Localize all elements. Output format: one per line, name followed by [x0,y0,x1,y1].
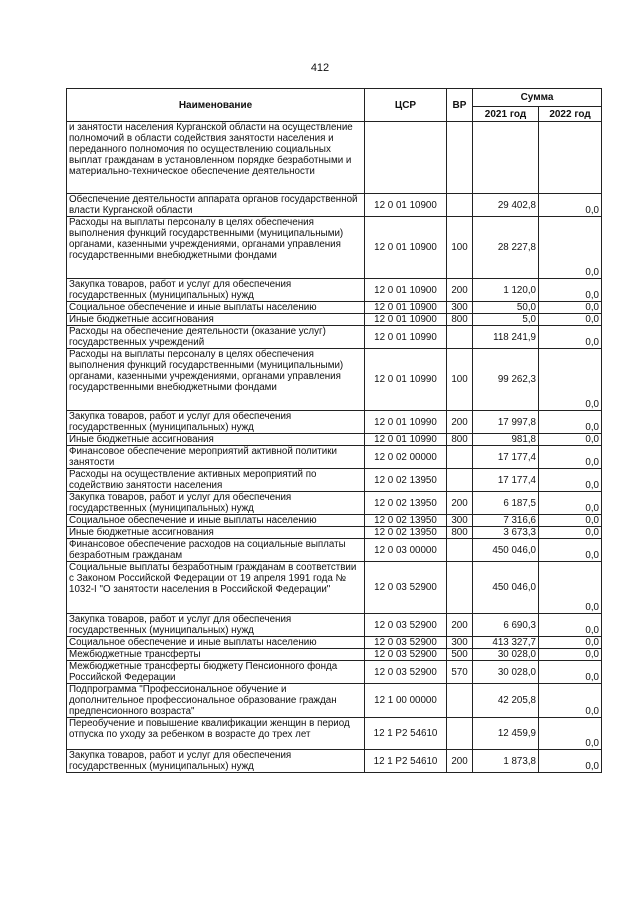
row-csr: 12 0 03 52900 [365,562,447,614]
row-csr: 12 1 P2 54610 [365,718,447,750]
row-amount-2021: 99 262,3 [473,349,539,411]
table-row [67,434,602,446]
row-amount-2022: 0,0 [539,539,602,562]
row-vr [447,469,473,492]
row-amount-2021: 12 459,9 [473,718,539,750]
table-row [67,562,602,614]
row-vr: 200 [447,750,473,773]
row-csr: 12 0 02 13950 [365,515,447,527]
row-vr: 800 [447,314,473,326]
row-vr: 300 [447,302,473,314]
table-row [67,649,602,661]
row-amount-2022: 0,0 [539,279,602,302]
table-row [67,217,602,279]
row-vr: 570 [447,661,473,684]
row-vr [447,562,473,614]
row-name: Финансовое обеспечение мероприятий активной политики занятости [67,446,365,469]
row-name: Закупка товаров, работ и услуг для обеспечения государственных (муниципальных) нужд [67,750,365,773]
table-row [67,718,602,750]
table-body [67,122,602,773]
row-csr: 12 0 01 10990 [365,434,447,446]
row-amount-2021: 413 327,7 [473,637,539,649]
row-amount-2021: 5,0 [473,314,539,326]
row-vr: 200 [447,614,473,637]
row-amount-2022: 0,0 [539,349,602,411]
row-csr: 12 0 01 10990 [365,326,447,349]
row-amount-2022: 0,0 [539,649,602,661]
row-amount-2021: 29 402,8 [473,194,539,217]
row-name: Подпрограмма "Профессиональное обучение и дополнительное профессиональное образование граждан предпенсионного возраста" [67,684,365,718]
row-name: Закупка товаров, работ и услуг для обеспечения государственных (муниципальных) нужд [67,614,365,637]
row-csr [365,122,447,194]
row-name: и занятости населения Курганской области на осуществление полномочий в области содействия занятости населения и переданного полномочия по осуществлению социальных выплат гражданам в установленном порядке безработными и материально-техническое обеспечение деятельности [67,122,365,194]
row-vr [447,446,473,469]
row-name: Социальное обеспечение и иные выплаты населению [67,637,365,649]
row-amount-2021: 118 241,9 [473,326,539,349]
row-csr: 12 1 00 00000 [365,684,447,718]
row-amount-2022: 0,0 [539,515,602,527]
row-name: Социальное обеспечение и иные выплаты населению [67,515,365,527]
row-csr: 12 0 01 10900 [365,314,447,326]
row-amount-2021: 42 205,8 [473,684,539,718]
header-name: Наименование [67,89,365,122]
row-csr: 12 0 02 13950 [365,469,447,492]
row-csr: 12 0 01 10900 [365,302,447,314]
row-csr: 12 0 03 52900 [365,661,447,684]
row-amount-2022: 0,0 [539,469,602,492]
row-amount-2022: 0,0 [539,194,602,217]
row-vr: 800 [447,434,473,446]
row-amount-2021: 6 187,5 [473,492,539,515]
row-amount-2022: 0,0 [539,326,602,349]
page-number: 412 [310,62,330,74]
header-year-2022: 2022 год [539,107,602,122]
row-vr [447,326,473,349]
table-row [67,614,602,637]
row-csr: 12 0 01 10990 [365,349,447,411]
table-row [67,326,602,349]
row-csr: 12 0 01 10900 [365,194,447,217]
row-amount-2021: 17 997,8 [473,411,539,434]
row-amount-2021: 450 046,0 [473,562,539,614]
row-amount-2021: 981,8 [473,434,539,446]
row-name: Закупка товаров, работ и услуг для обеспечения государственных (муниципальных) нужд [67,492,365,515]
row-amount-2022: 0,0 [539,527,602,539]
row-csr: 12 0 03 00000 [365,539,447,562]
table-row [67,661,602,684]
table-row [67,684,602,718]
row-name: Социальное обеспечение и иные выплаты населению [67,302,365,314]
row-amount-2022: 0,0 [539,562,602,614]
row-amount-2021: 450 046,0 [473,539,539,562]
row-amount-2022: 0,0 [539,614,602,637]
table-row [67,469,602,492]
table-row [67,750,602,773]
table-row [67,349,602,411]
header-year-2021: 2021 год [473,107,539,122]
row-name: Расходы на осуществление активных мероприятий по содействию занятости населения [67,469,365,492]
row-amount-2021: 30 028,0 [473,649,539,661]
row-vr [447,194,473,217]
budget-table [66,88,602,773]
row-amount-2021 [473,122,539,194]
row-vr: 800 [447,527,473,539]
row-amount-2021: 17 177,4 [473,469,539,492]
header-vr: ВР [447,89,473,122]
row-amount-2021: 50,0 [473,302,539,314]
row-vr: 500 [447,649,473,661]
table-row [67,122,602,194]
row-csr: 12 0 03 52900 [365,649,447,661]
table-row [67,302,602,314]
row-amount-2021: 17 177,4 [473,446,539,469]
row-csr: 12 0 03 52900 [365,637,447,649]
row-vr: 100 [447,349,473,411]
row-vr: 200 [447,492,473,515]
row-vr: 200 [447,411,473,434]
row-amount-2022: 0,0 [539,718,602,750]
row-name: Иные бюджетные ассигнования [67,314,365,326]
row-vr: 300 [447,515,473,527]
row-name: Иные бюджетные ассигнования [67,527,365,539]
row-amount-2022: 0,0 [539,217,602,279]
table-row [67,637,602,649]
row-name: Обеспечение деятельности аппарата органов государственной власти Курганской области [67,194,365,217]
table-row [67,279,602,302]
table-row [67,515,602,527]
row-csr: 12 0 03 52900 [365,614,447,637]
row-name: Межбюджетные трансферты [67,649,365,661]
row-amount-2022: 0,0 [539,314,602,326]
row-amount-2021: 6 690,3 [473,614,539,637]
row-name: Переобучение и повышение квалификации женщин в период отпуска по уходу за ребенком в возрасте до трех лет [67,718,365,750]
row-vr: 100 [447,217,473,279]
row-amount-2022 [539,122,602,194]
row-csr: 12 0 02 13950 [365,527,447,539]
row-name: Расходы на обеспечение деятельности (оказание услуг) государственных учреждений [67,326,365,349]
row-csr: 12 0 02 13950 [365,492,447,515]
row-vr: 300 [447,637,473,649]
row-amount-2021: 7 316,6 [473,515,539,527]
table-row [67,539,602,562]
row-csr: 12 0 02 00000 [365,446,447,469]
row-name: Расходы на выплаты персоналу в целях обеспечения выполнения функций государственными (муниципальными) органами, казенными учреждениями, органами управления государственными внебюджетными фондами [67,349,365,411]
table-row [67,492,602,515]
row-vr [447,122,473,194]
row-amount-2022: 0,0 [539,637,602,649]
row-amount-2021: 28 227,8 [473,217,539,279]
row-amount-2022: 0,0 [539,492,602,515]
row-csr: 12 0 01 10900 [365,279,447,302]
table-row [67,411,602,434]
row-amount-2022: 0,0 [539,750,602,773]
row-vr [447,539,473,562]
row-amount-2022: 0,0 [539,302,602,314]
row-amount-2022: 0,0 [539,411,602,434]
header-sum: Сумма [473,89,602,107]
row-amount-2022: 0,0 [539,684,602,718]
row-name: Закупка товаров, работ и услуг для обеспечения государственных (муниципальных) нужд [67,279,365,302]
row-name: Закупка товаров, работ и услуг для обеспечения государственных (муниципальных) нужд [67,411,365,434]
row-name: Расходы на выплаты персоналу в целях обеспечения выполнения функций государственными (муниципальными) органами, казенными учреждениями, органами управления государственными внебюджетными фондами [67,217,365,279]
row-name: Межбюджетные трансферты бюджету Пенсионного фонда Российской Федерации [67,661,365,684]
row-amount-2021: 1 120,0 [473,279,539,302]
table-row [67,527,602,539]
row-csr: 12 1 P2 54610 [365,750,447,773]
table-row [67,446,602,469]
row-amount-2021: 1 873,8 [473,750,539,773]
row-amount-2021: 30 028,0 [473,661,539,684]
row-vr [447,718,473,750]
row-amount-2022: 0,0 [539,434,602,446]
row-vr [447,684,473,718]
row-csr: 12 0 01 10900 [365,217,447,279]
row-name: Иные бюджетные ассигнования [67,434,365,446]
table-header [67,89,602,122]
row-name: Социальные выплаты безработным гражданам в соответствии с Законом Российской Федерации от 19 апреля 1991 года № 1032-I "О занятости населения в Российской Федерации" [67,562,365,614]
row-name: Финансовое обеспечение расходов на социальные выплаты безработным гражданам [67,539,365,562]
row-csr: 12 0 01 10990 [365,411,447,434]
row-amount-2022: 0,0 [539,446,602,469]
row-amount-2022: 0,0 [539,661,602,684]
header-csr: ЦСР [365,89,447,122]
row-amount-2021: 3 673,3 [473,527,539,539]
table-row [67,194,602,217]
table-row [67,314,602,326]
row-vr: 200 [447,279,473,302]
